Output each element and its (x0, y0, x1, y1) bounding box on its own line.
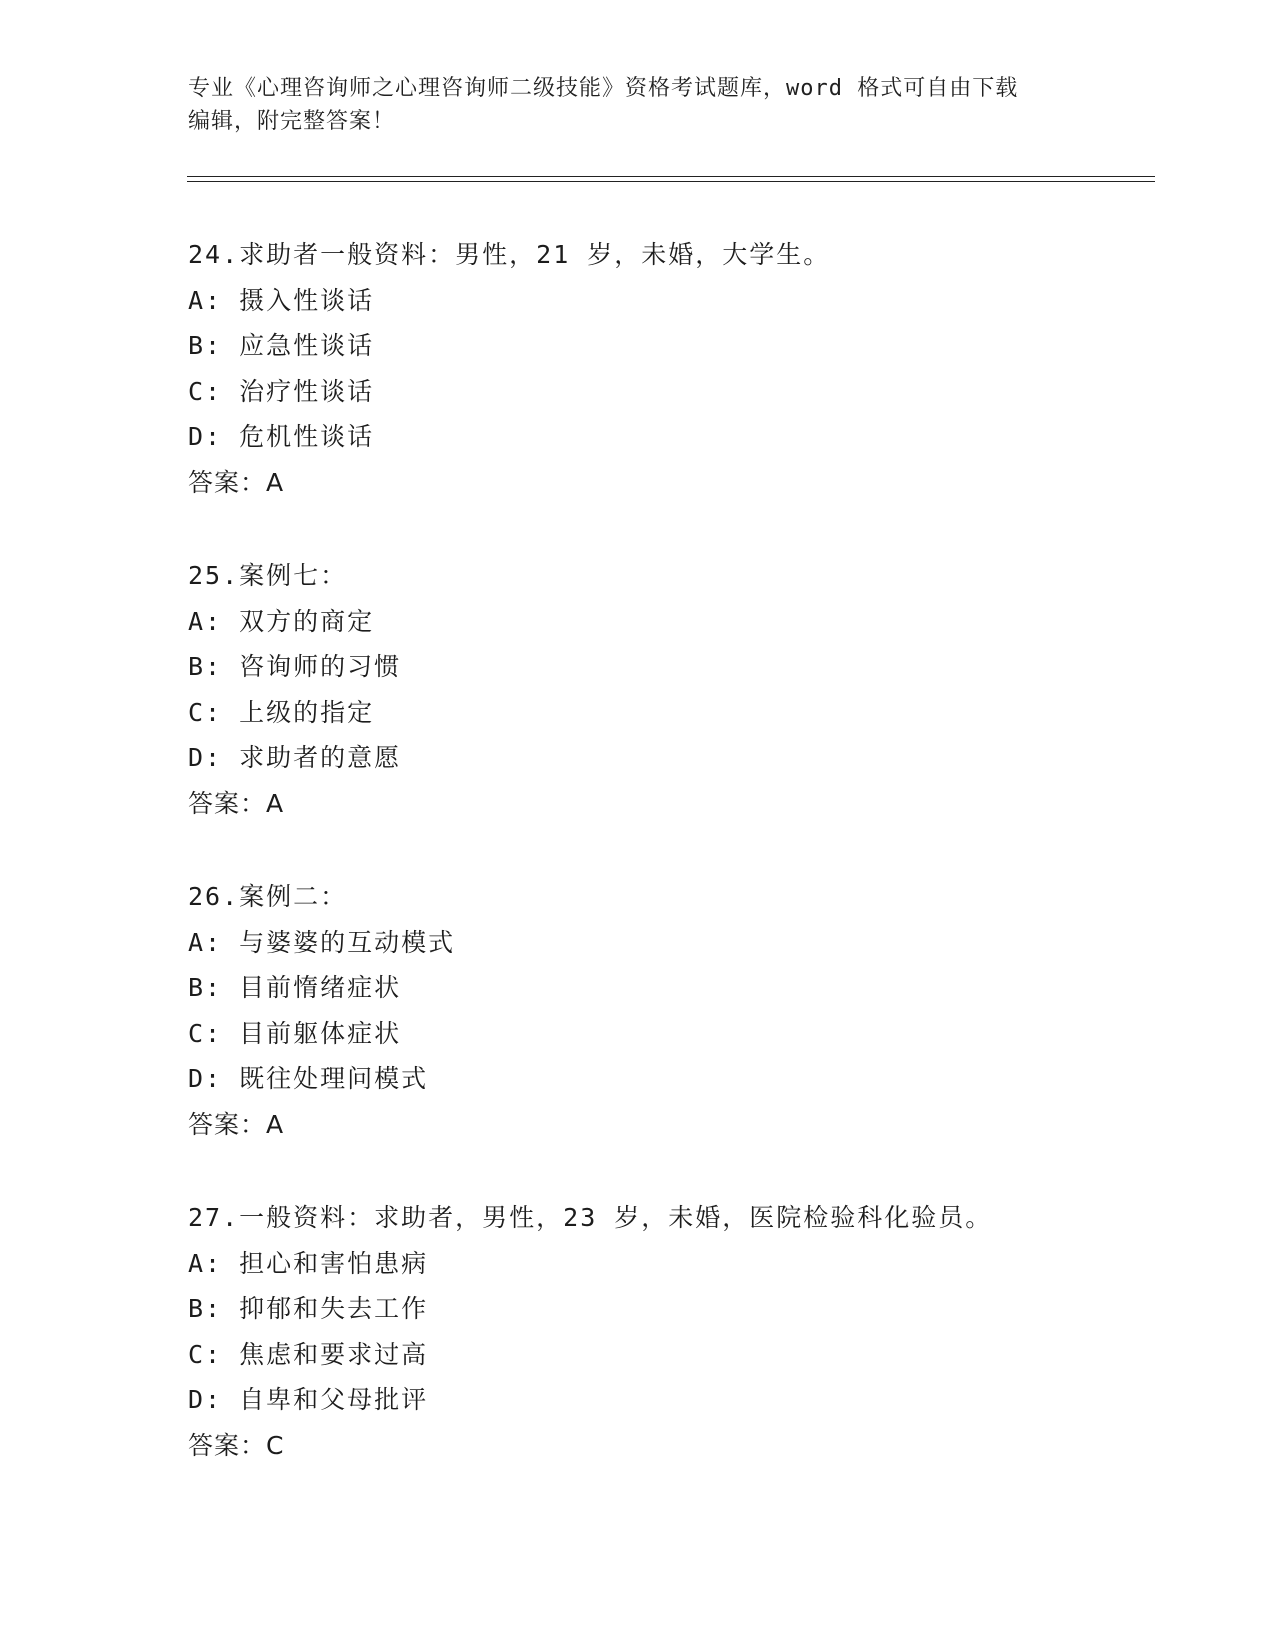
question-list (188, 232, 1168, 1516)
option-b: B: 咨询师的习惯 (188, 652, 402, 681)
question-24 (188, 232, 1168, 505)
option-d: D: 既往处理问模式 (188, 1064, 429, 1093)
answer-line: 答案：A (188, 1109, 285, 1139)
answer-line: 答案：C (188, 1430, 285, 1460)
option-a: A: 双方的商定 (188, 606, 375, 636)
question-stem: 24.求助者一般资料：男性，21 岁，未婚，大学生。 (188, 240, 831, 269)
question-25 (188, 553, 1168, 826)
question-stem: 27.一般资料：求助者，男性，23 岁，未婚，医院检验科化验员。 (188, 1203, 993, 1232)
answer-line: 答案：A (188, 788, 285, 818)
document-header (188, 72, 1068, 138)
option-d: D: 自卑和父母批评 (188, 1385, 429, 1414)
option-b: B: 应急性谈话 (188, 331, 375, 360)
header-divider-top (187, 176, 1155, 177)
option-a: A: 与婆婆的互动模式 (188, 927, 456, 957)
question-26 (188, 874, 1168, 1147)
option-c: C: 目前躯体症状 (188, 1018, 402, 1048)
question-stem: 25.案例七： (188, 561, 348, 590)
answer-line: 答案：A (188, 467, 285, 497)
option-b: B: 目前惰绪症状 (188, 973, 402, 1002)
header-line-2: 编辑，附完整答案！ (188, 109, 396, 134)
option-c: C: 焦虑和要求过高 (188, 1339, 429, 1369)
option-a: A: 担心和害怕患病 (188, 1248, 429, 1278)
question-27 (188, 1195, 1168, 1468)
option-d: D: 求助者的意愿 (188, 743, 402, 772)
header-line-1: 专业《心理咨询师之心理咨询师二级技能》资格考试题库，word 格式可自由下载 (188, 76, 1019, 101)
option-d: D: 危机性谈话 (188, 422, 375, 451)
option-c: C: 上级的指定 (188, 697, 375, 727)
option-a: A: 摄入性谈话 (188, 285, 375, 315)
question-stem: 26.案例二： (188, 882, 348, 911)
header-divider-bottom (187, 181, 1155, 182)
option-c: C: 治疗性谈话 (188, 376, 375, 406)
option-b: B: 抑郁和失去工作 (188, 1294, 429, 1323)
